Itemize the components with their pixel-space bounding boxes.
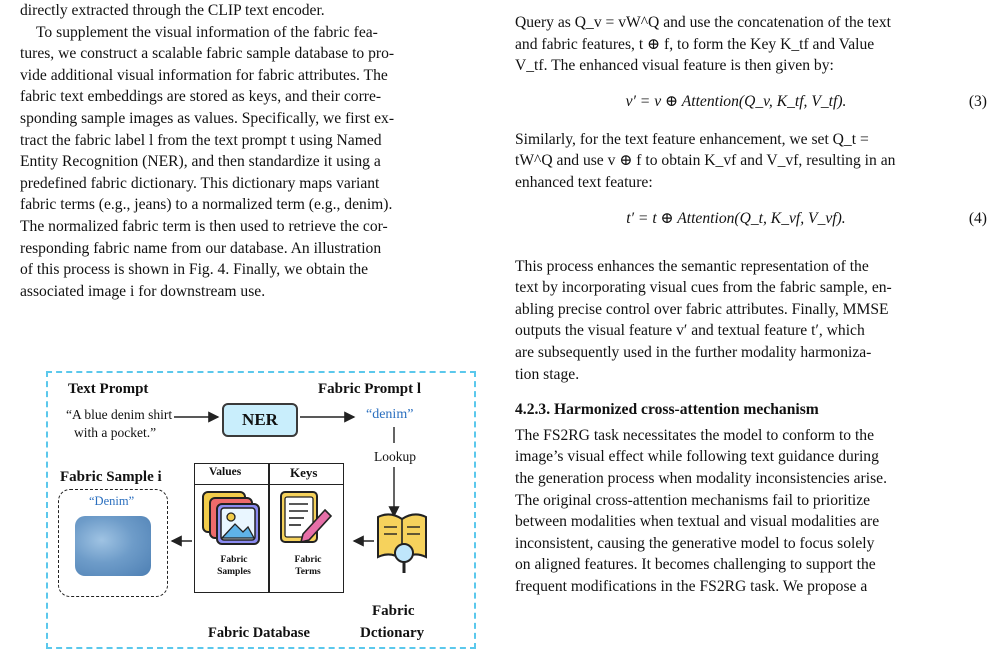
para-line: tract the fabric label l from the text prompt t using Named [20, 131, 382, 149]
right-paragraph-2 [515, 129, 987, 194]
lookup-label: Lookup [374, 449, 416, 464]
para-line: text by incorporating visual cues from the fabric sample, en- [515, 279, 892, 297]
left-column [20, 0, 496, 302]
prompt-line-2: with a pocket.” [74, 425, 157, 440]
fabric-sample-box [58, 489, 168, 597]
document-pen-icon [273, 488, 337, 552]
para-line: To supplement the visual information of the fabric fea- [36, 23, 378, 41]
section-heading: 4.2.3. Harmonized cross-attention mechanism [515, 401, 819, 419]
para-line: between modalities when textual and visual modalities are [515, 513, 880, 531]
fabric-samples-label: Fabric Samples [217, 555, 251, 577]
db-divider [268, 464, 270, 592]
left-first-line: directly extracted through the CLIP text encoder. [20, 2, 325, 19]
fabric-database-box [194, 463, 344, 593]
image-stack-icon [197, 488, 267, 552]
fabric-prompt-title: Fabric Prompt l [318, 381, 422, 397]
equation-3 [515, 77, 987, 129]
right-paragraph-4 [515, 425, 987, 598]
para-line: frequent modifications in the FS2RG task. We propose a [515, 577, 868, 595]
para-line: Similarly, for the text feature enhancement, we set Q_t = [515, 130, 869, 148]
fabric-dictionary-label-2: Dctionary [360, 625, 425, 641]
denim-quote: “denim” [366, 407, 414, 422]
para-line: Entity Recognition (NER), and then standardize it using a [20, 153, 381, 171]
right-paragraph-1 [515, 12, 987, 77]
prompt-line-1: “A blue denim shirt [66, 407, 173, 422]
para-line: are subsequently used in the further modality harmoniza- [515, 343, 872, 361]
para-line: tures, we construct a scalable fabric sample database to pro- [20, 45, 395, 63]
para-line: responding fabric name from our database. An illustration [20, 239, 382, 257]
para-line: The original cross-attention mechanisms fail to prioritize [515, 491, 871, 509]
ner-box: NER [222, 403, 298, 437]
para-line: and fabric features, t ⊕ f, to form the Key K_tf and Value [515, 35, 875, 53]
para-line: Query as Q_v = vW^Q and use the concatenation of the text [515, 14, 891, 31]
para-line: The normalized fabric term is then used to retrieve the cor- [20, 217, 388, 235]
equation-3-body: v′ = v ⊕ Attention(Q_v, K_tf, V_tf). [625, 92, 847, 110]
equation-4-body: t′ = t ⊕ Attention(Q_t, K_vf, V_vf). [626, 209, 846, 227]
para-line: inconsistent, causing the generative model to focus solely [515, 534, 875, 552]
para-line: of this process is shown in Fig. 4. Finally, we obtain the [20, 261, 369, 279]
para-line: This process enhances the semantic representation of the [515, 257, 869, 275]
para-line: associated image i for downstream use. [20, 282, 266, 300]
denim-swatch-image [75, 516, 151, 576]
para-line: abling precise control over fabric attributes. Finally, MMSE [515, 300, 889, 318]
fabric-database-title: Fabric Database [208, 625, 310, 641]
para-line: vide additional visual information for fabric attributes. The [20, 66, 388, 84]
para-line: the generation process when modality inconsistencies arise. [515, 469, 887, 487]
fabric-sample-title: Fabric Sample i [60, 469, 162, 485]
fabric-terms-label: Fabric Terms [294, 555, 322, 577]
right-paragraph-3 [515, 256, 987, 386]
para-line: fabric text embeddings are stored as keys, and their corre- [20, 88, 382, 106]
equation-3-number: (3) [968, 92, 987, 110]
fabric-dictionary-label-1: Fabric [372, 603, 415, 619]
figure-4 [46, 371, 476, 649]
equation-4-number: (4) [968, 209, 987, 227]
para-line: enhanced text feature: [515, 173, 653, 191]
left-paragraph [20, 22, 496, 303]
para-line: The FS2RG task necessitates the model to conform to the [515, 426, 875, 444]
values-header: Values [209, 466, 242, 478]
para-line: tW^Q and use v ⊕ f to obtain K_vf and V_vf, resulting in an [515, 152, 896, 170]
para-line: tion stage. [515, 365, 580, 383]
text-prompt-title: Text Prompt [68, 381, 149, 397]
keys-header: Keys [290, 465, 318, 480]
para-line: predefined fabric dictionary. This dictionary maps variant [20, 174, 380, 192]
para-line: fabric terms (e.g., jeans) to a normalized term (e.g., denim). [20, 196, 393, 214]
para-line: on aligned features. It becomes challenging to support the [515, 556, 876, 574]
para-line: outputs the visual feature v′ and textual feature t′, which [515, 322, 865, 340]
right-column [515, 0, 987, 597]
para-line: V_tf. The enhanced visual feature is then given by: [515, 57, 834, 75]
equation-4 [515, 194, 987, 246]
dictionary-icon [370, 509, 434, 579]
para-line: image’s visual effect while following text guidance during [515, 448, 879, 466]
para-line: sponding sample images as values. Specifically, we first ex- [20, 109, 395, 127]
denim-label: “Denim” [89, 494, 135, 508]
